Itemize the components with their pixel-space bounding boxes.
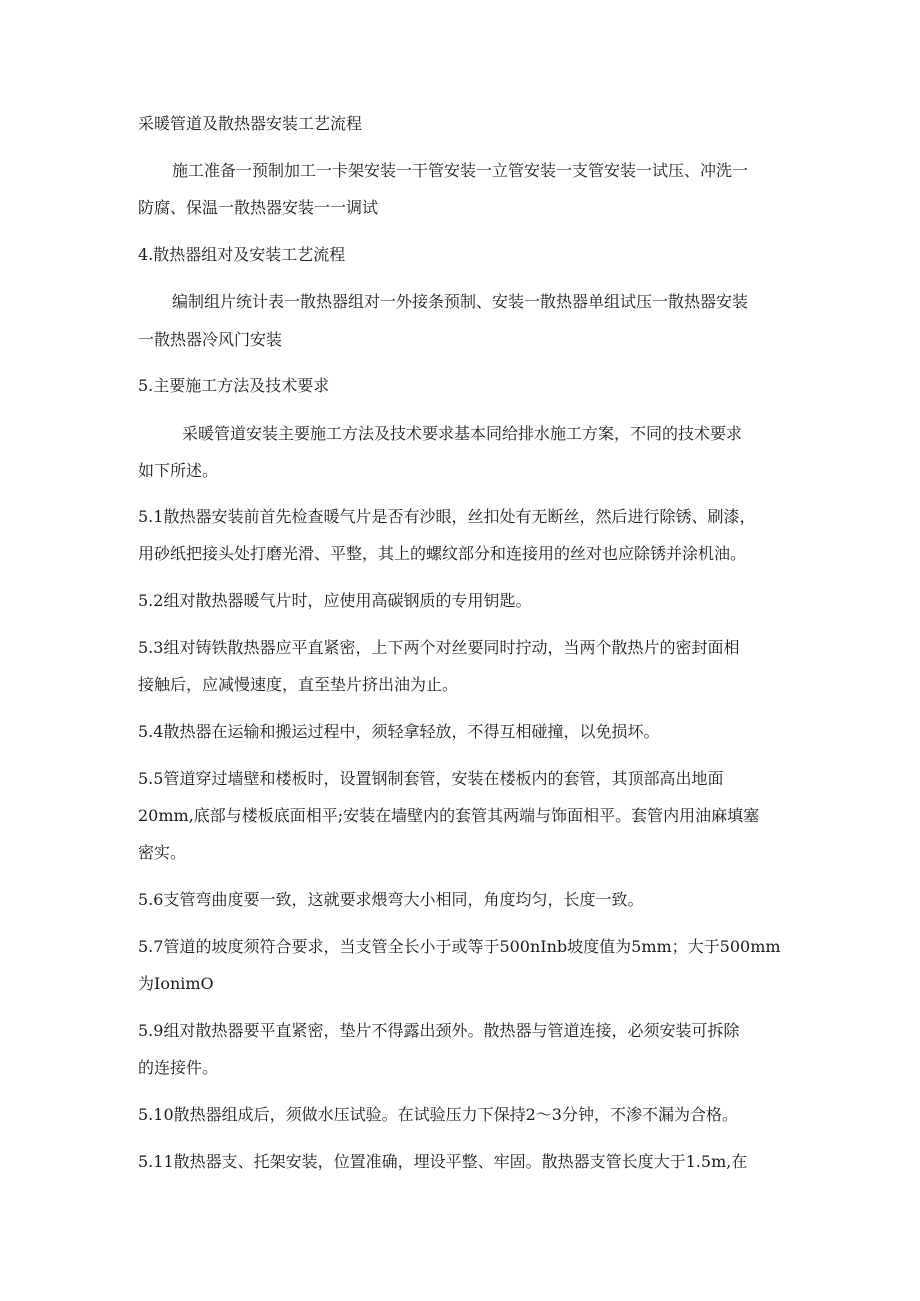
paragraph-text: 采暖管道安装主要施工方法及技术要求基本同给排水施工方案，不同的技术要求 [182, 424, 743, 443]
list-item: 5.7管道的坡度须符合要求，当支管全长小于或等于500nInb坡度值为5mm；大于500mm [138, 937, 781, 956]
list-item: 接触后，应减慢速度，直至垫片挤出油为止。 [138, 675, 459, 694]
process-flow-text: 编制组片统计表一散热器组对一外接条预制、安装一散热器单组试压一散热器安装 [172, 292, 749, 311]
section-heading: 5.主要施工方法及技术要求 [138, 376, 330, 395]
process-flow-text: 防腐、保温一散热器安装一一调试 [138, 198, 379, 217]
document-title: 采暖管道及散热器安装工艺流程 [138, 114, 363, 133]
list-item: 5.3组对铸铁散热器应平直紧密，上下两个对丝要同时拧动，当两个散热片的密封面相 [138, 638, 740, 657]
list-item: 密实。 [138, 843, 187, 862]
list-item: 5.9组对散热器要平直紧密，垫片不得露出颈外。散热器与管道连接，必须安装可拆除 [138, 1021, 740, 1040]
process-flow-text: 一散热器冷风门安装 [138, 330, 283, 349]
section-heading: 4.散热器组对及安装工艺流程 [138, 245, 346, 264]
list-item: 20mm,底部与楼板底面相平;安装在墙壁内的套管其两端与饰面相平。套管内用油麻填塞 [138, 806, 760, 825]
list-item: 5.2组对散热器暖气片时，应使用高碳钢质的专用钥匙。 [138, 591, 532, 610]
paragraph-text: 如下所述。 [138, 461, 219, 480]
list-item: 用砂纸把接头处打磨光滑、平整，其上的螺纹部分和连接用的丝对也应除锈并涂机油。 [138, 544, 747, 563]
process-flow-text: 施工准备一预制加工一卡架安装一干管安装一立管安装一支管安装一试压、冲洗一 [172, 161, 749, 180]
list-item: 5.11散热器支、托架安装，位置准确，埋设平整、牢固。散热器支管长度大于1.5m,在 [138, 1152, 748, 1171]
list-item: 5.10散热器组成后，须做水压试验。在试验压力下保持2～3分钟，不渗不漏为合格。 [138, 1105, 738, 1124]
list-item: 5.1散热器安装前首先检查暖气片是否有沙眼，丝扣处有无断丝，然后进行除锈、刷漆， [138, 507, 756, 526]
list-item: 的连接件。 [138, 1058, 219, 1077]
list-item: 5.6支管弯曲度要一致，这就要求煨弯大小相同，角度均匀，长度一致。 [138, 890, 644, 909]
list-item: 5.5管道穿过墙壁和楼板时，设置钢制套管，安装在楼板内的套管，其顶部高出地面 [138, 769, 724, 788]
list-item: 为IonimO [138, 974, 214, 993]
list-item: 5.4散热器在运输和搬运过程中，须轻拿轻放，不得互相碰撞，以免损坏。 [138, 722, 660, 741]
